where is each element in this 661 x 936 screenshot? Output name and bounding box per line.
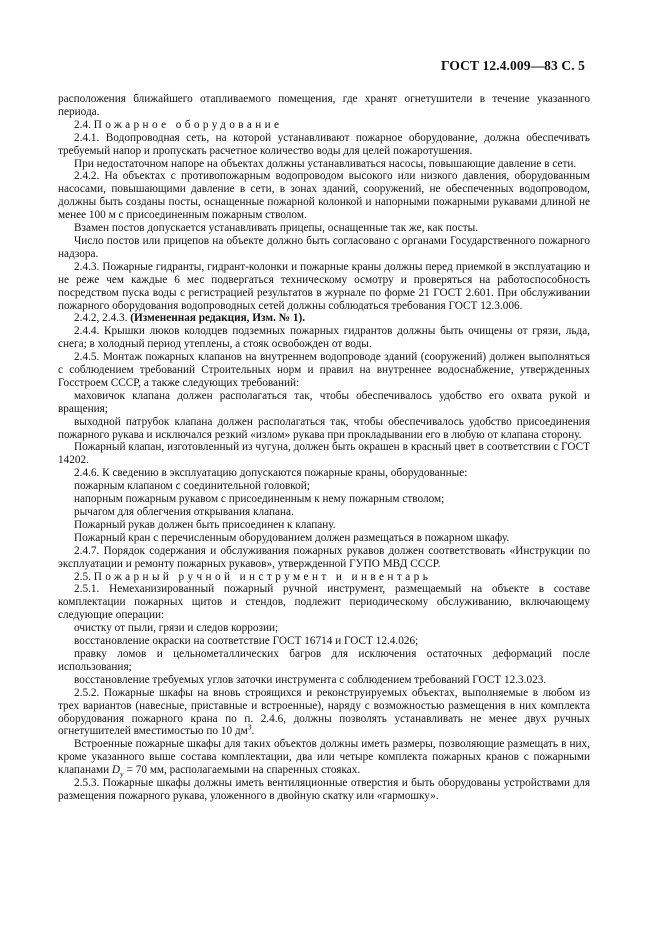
paragraph: Встроенные пожарные шкафы для таких объектов должны иметь размеры, позволяющие размещать в них, кроме указанного выше состава комплектации, два или четыре комплекта пожарных кранов с пожарными клапанами $D_y = 70$ мм, располагаемыми на спаренных стояках.	[58, 738, 590, 779]
paragraph: 2.5.2. Пожарные шкафы на вновь строящихся и реконструируемых объектах, выполняемые в любом из трех вариантов (навесные, приставные и встроенные), наряду с возможностью размещения в них комплекта оборудования пожарного крана по п. 2.4.6, должны позволять устанавливать не менее двух ручных огнетушителей вместимостью по 10 $дм^3$.	[58, 686, 590, 738]
list-item: восстановление окраски на соответствие ГОСТ 16714 и ГОСТ 12.4.026;	[74, 635, 419, 648]
paragraph: 2.4.1. Водопроводная сеть, на которой устанавливают пожарное оборудование, должна обеспечивать требуемый напор и пропускать расчетное количество воды для целей пожаротушения.	[58, 131, 590, 157]
section-title: Пожарный ручной инструмент и инвентарь	[93, 570, 432, 583]
paragraph: 2.4.3. Пожарные гидранты, гидрант-колонки и пожарные краны должны перед приемкой в эксплуатацию и не реже чем каждые 6 мес подвергаться техническому осмотру и проверяться на работоспособность посредством пуска воды с регистрацией результатов в журнале по форме 21 ГОСТ 2.601. При обслуживании пожарного оборудования водопроводных сетей должны соблюдаться требования ГОСТ 12.3.006.	[58, 260, 590, 312]
section-heading-2-5	[58, 571, 590, 584]
paragraph: Взамен постов допускается устанавливать прицепы, оснащенные так же, как посты.	[74, 222, 479, 235]
paragraph: 2.4.4. Крышки люков колодцев подземных пожарных гидрантов должны быть очищены от грязи, льда, снега; в холодный период утеплены, а стояк освобожден от воды.	[58, 325, 590, 351]
paragraph: выходной патрубок клапана должен располагаться так, чтобы обеспечивалось удобство присоединения пожарного рукава и исключался резкий «излом» рукава при прокладывании его в любую от клапана сторону.	[58, 415, 590, 441]
paragraph: 2.4.6. К сведению в эксплуатацию допускаются пожарные краны, оборудованные:	[74, 467, 468, 480]
paragraph: Число постов или прицепов на объекте должно быть согласовано с органами Государственного пожарного надзора.	[58, 234, 590, 260]
subscript: y	[120, 769, 124, 779]
revision-note	[58, 312, 590, 325]
paragraph: 2.5.3. Пожарные шкафы должны иметь вентиляционные отверстия и быть оборудованы устройствами для размещения пожарного рукава, уложенного в двойную скатку или «гармошку».	[58, 777, 590, 802]
section-number: 2.4.	[74, 118, 91, 131]
revision-clauses: 2.4.2, 2.4.3.	[74, 312, 128, 325]
paragraph: Пожарный рукав должен быть присоединен к клапану.	[74, 518, 336, 531]
document-body	[58, 93, 590, 803]
paragraph: маховичок клапана должен располагаться так, чтобы обеспечивалось удобство его охвата рукой и вращения;	[58, 389, 590, 415]
paragraph: расположения ближайшего отапливаемого помещения, где хранят огнетушители в течение указанного периода.	[58, 93, 590, 118]
list-item: пожарным клапаном с соединительной головкой;	[74, 480, 310, 493]
paragraph: 2.4.5. Монтаж пожарных клапанов на внутреннем водопроводе зданий (сооружений) должен выполняться с соблюдением требований Строительных норм и правил на внутреннее водоснабжение, утвержденных Госстроем СССР, а также следующих требований:	[58, 351, 590, 389]
list-item: правку ломов и цельнометаллических багров для исключения остаточных деформаций после использования;	[58, 647, 590, 673]
section-number: 2.5.	[74, 570, 91, 583]
list-item: восстановление требуемых углов заточки инструмента с соблюдением требований ГОСТ 12.3.023.	[74, 673, 547, 686]
variable-d: D	[111, 764, 121, 777]
paragraph: При недостаточном напоре на объектах должны устанавливаться насосы, повышающие давление в сети.	[74, 157, 577, 170]
superscript: 3	[247, 722, 252, 732]
page-header: ГОСТ 12.4.009—83 С. 5	[440, 58, 585, 73]
paragraph: 2.4.2. На объектах с противопожарным водопроводом высокого или низкого давления, оборудованным насосами, повышающими давление в сети, в зонах зданий, сооружений, не обеспеченных водопроводом, должны быть созданы посты, оснащенные пожарной колонкой и напорными пожарными рукавами длиной не менее 100 м с присоединенным пожарным стволом.	[58, 170, 590, 222]
list-item: очистку от пыли, грязи и следов коррозии;	[74, 622, 279, 635]
list-item: напорным пожарным рукавом с присоединенным к нему пожарным стволом;	[74, 493, 445, 506]
paragraph: 2.4.7. Порядок содержания и обслуживания пожарных рукавов должен соответствовать «Инструкции по эксплуатации и ремонту пожарных рукавов», утвержденной ГУПО МВД СССР.	[58, 544, 590, 570]
revision-text: (Измененная редакция, Изм. № 1).	[130, 312, 306, 325]
paragraph: Пожарный кран с перечисленным оборудованием должен размещаться в пожарном шкафу.	[74, 531, 510, 544]
section-title: Пожарное оборудование	[93, 118, 283, 131]
paragraph: Пожарный клапан, изготовленный из чугуна, должен быть окрашен в красный цвет в соответствии с ГОСТ 14202.	[58, 441, 590, 467]
list-item: рычагом для облегчения открывания клапана.	[74, 506, 294, 518]
section-heading-2-4	[58, 119, 590, 132]
paragraph: 2.5.1. Немеханизированный пожарный ручной инструмент, размещаемый на объекте в составе комплектации пожарных щитов и стендов, подлежит периодическому обслуживанию, включающему следующие операции:	[58, 583, 590, 622]
